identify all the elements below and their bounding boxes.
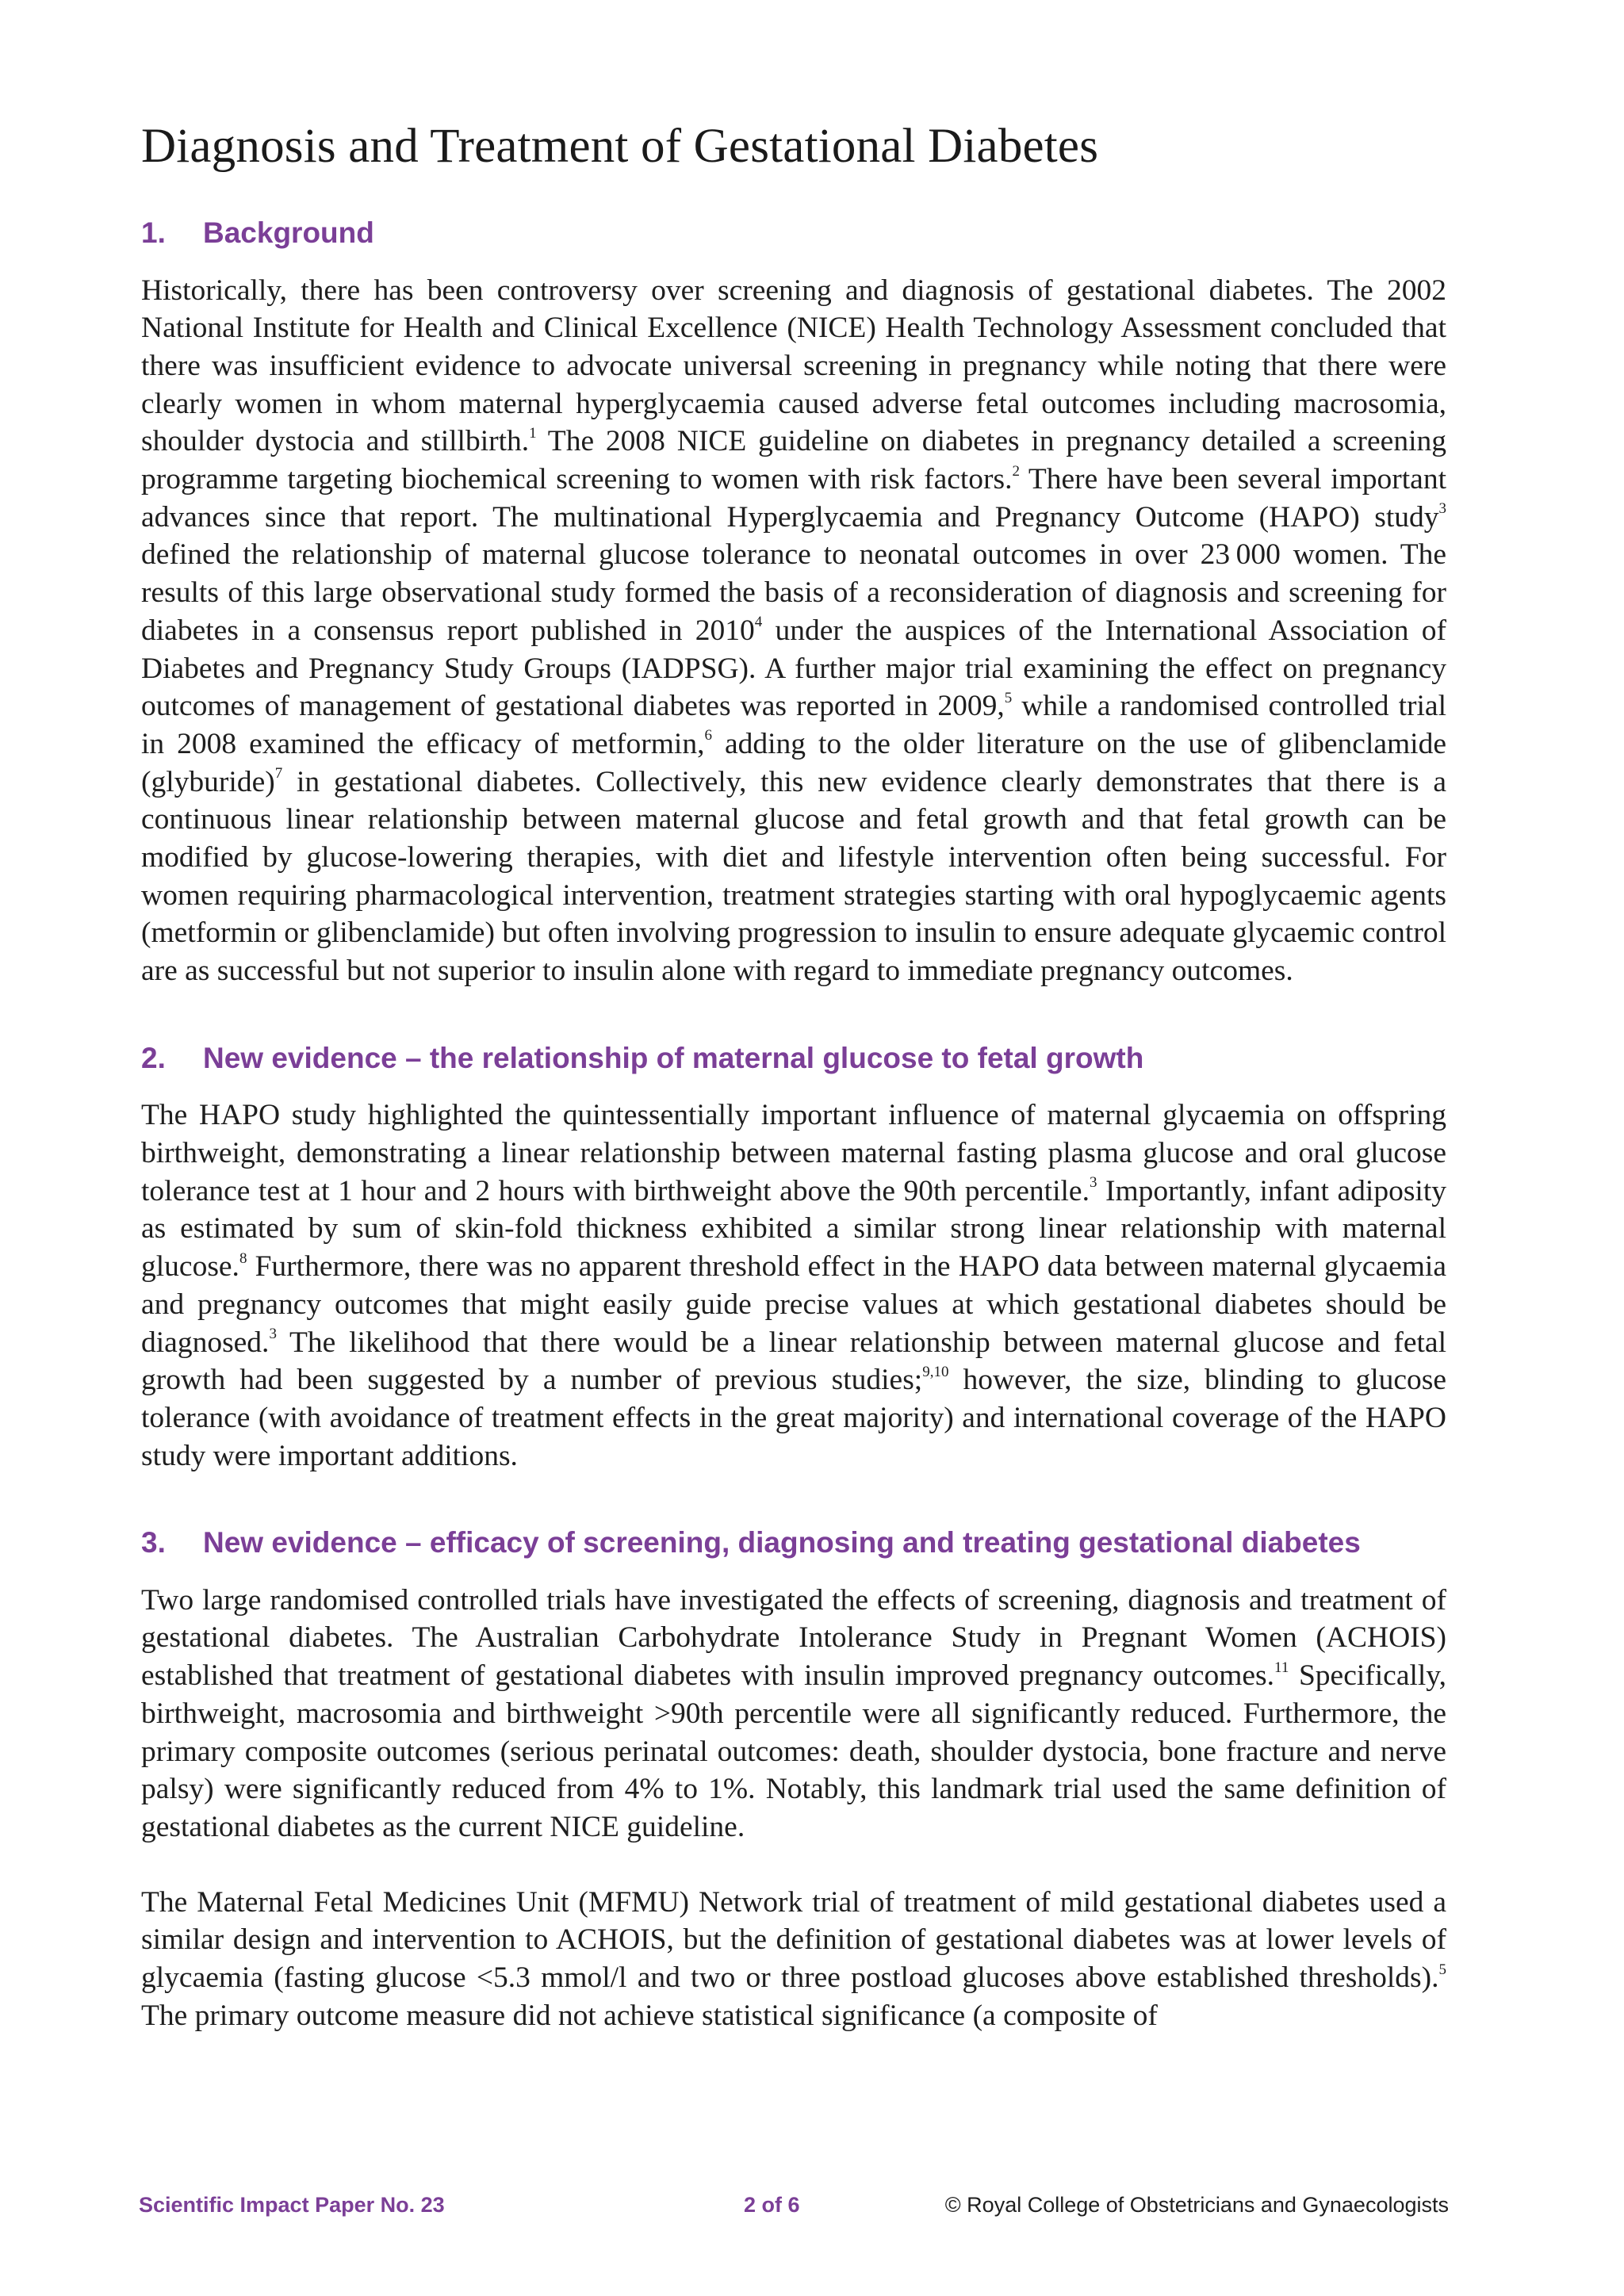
section-title: New evidence – efficacy of screening, diagnosing and treating gestational diabetes	[203, 1526, 1361, 1559]
footer-page-number: 2 of 6	[744, 2193, 800, 2217]
citation-reference: 3	[1438, 500, 1446, 518]
section-number: 3.	[141, 1526, 166, 1559]
citation-reference: 5	[1438, 1961, 1446, 1978]
page-footer	[139, 2193, 1449, 2225]
citation-reference: 9,10	[922, 1363, 949, 1380]
text-run: There have been several important advances since that report. The multinational Hyperglycaemia and Pregnancy Outcome (HAPO) study	[141, 463, 1446, 534]
text-run: The Maternal Fetal Medicines Unit (MFMU) Network trial of treatment of mild gestational diabetes used a similar design and intervention to ACHOIS, but the definition of gestational diabetes was at lower levels of glycaemia (fasting glucose <5.3 mmol/l and two or three postload glucoses above established thresholds).	[141, 1885, 1446, 1995]
citation-reference: 3	[1089, 1174, 1097, 1192]
text-run: however, the size, blinding to glucose tolerance (with avoidance of treatment effects in the great majority) and international coverage of the HAPO study were important additions.	[141, 1364, 1446, 1472]
section-heading	[141, 216, 1446, 251]
citation-reference: 3	[269, 1326, 277, 1342]
section-number: 2.	[141, 1041, 166, 1074]
section-number: 1.	[141, 216, 166, 250]
citation-reference: 4	[754, 614, 763, 631]
page-content	[141, 119, 1446, 2085]
paragraph	[141, 1096, 1446, 1475]
section-screening-efficacy	[141, 1525, 1446, 2034]
paragraph	[141, 1582, 1446, 1846]
citation-reference: 8	[239, 1249, 247, 1267]
text-run: The 2008 NICE guideline on diabetes in pregnancy detailed a screening programme targeting biochemical screening to women with risk factors.	[141, 425, 1446, 496]
text-run: The likelihood that there would be a linear relationship between maternal glucose and fetal growth had been suggested by a number of previous studies;	[141, 1326, 1446, 1397]
section-title: Background	[203, 216, 374, 250]
text-run: The primary outcome measure did not achieve statistical significance (a composite of	[141, 1999, 1158, 2032]
section-heading	[141, 1525, 1446, 1560]
section-heading	[141, 1041, 1446, 1076]
citation-reference: 1	[529, 424, 537, 442]
text-run: Furthermore, there was no apparent threshold effect in the HAPO data between maternal glycaemia and pregnancy outcomes that might easily guide precise values at which gestational diabetes should be diagnosed.	[141, 1250, 1446, 1359]
citation-reference: 11	[1274, 1659, 1289, 1676]
section-title: New evidence – the relationship of maternal glucose to fetal growth	[203, 1041, 1144, 1074]
text-run: Historically, there has been controversy over screening and diagnosis of gestational diabetes. The 2002 National Institute for Health and Clinical Excellence (NICE) Health Technology Assessment concluded that there was insufficient evidence to advocate universal screening in pregnancy while noting that there were clearly women in whom maternal hyperglycaemia caused adverse fetal outcomes including macrosomia, shoulder dystocia and stillbirth.	[141, 274, 1446, 458]
text-run: Two large randomised controlled trials have investigated the effects of screening, diagnosis and treatment of gestational diabetes. The Australian Carbohydrate Intolerance Study in Pregnant Women (ACHOIS) established that treatment of gestational diabetes with insulin improved pregnancy outcomes.	[141, 1583, 1446, 1693]
text-run: The HAPO study highlighted the quintessentially important influence of maternal glycaemia on offspring birthweight, demonstrating a linear relationship between maternal fasting plasma glucose and oral glucose tolerance test at 1 hour and 2 hours with birthweight above the 90th percentile.	[141, 1099, 1446, 1207]
paragraph	[141, 1884, 1446, 2035]
paragraph	[141, 272, 1446, 990]
citation-reference: 7	[274, 765, 283, 783]
footer-copyright: © Royal College of Obstetricians and Gynaecologists	[944, 2193, 1449, 2217]
section-background	[141, 216, 1446, 990]
citation-reference: 6	[704, 727, 712, 744]
text-run: in gestational diabetes. Collectively, this new evidence clearly demonstrates that there is a continuous linear relationship between maternal glucose and fetal growth and that fetal growth can be modified by glucose-lowering therapies, with diet and lifestyle intervention often being successful. For women requiring pharmacological intervention, treatment strategies starting with oral hypoglycaemic agents (metformin or glibenclamide) but often involving progression to insulin to ensure adequate glycaemic control are as successful but not superior to insulin alone with regard to immediate pregnancy outcomes.	[141, 765, 1446, 988]
text-run: adding to the older literature on the use of glibenclamide (glyburide)	[141, 727, 1446, 798]
citation-reference: 5	[1004, 689, 1013, 706]
text-run: Specifically, birthweight, macrosomia and birthweight >90th percentile were all significantly reduced. Furthermore, the primary composite outcomes (serious perinatal outcomes: death, shoulder dystocia, bone fracture and nerve palsy) were significantly reduced from 4% to 1%. Notably, this landmark trial used the same definition of gestational diabetes as the current NICE guideline.	[141, 1659, 1446, 1843]
text-run: defined the relationship of maternal glucose tolerance to neonatal outcomes in over 23 000 women. The results of this large observational study formed the basis of a reconsideration of diagnosis and screening for diabetes in a consensus report published in 2010	[141, 538, 1446, 647]
text-run: Importantly, infant adiposity as estimated by sum of skin-fold thickness exhibited a similar strong linear relationship with maternal glucose.	[141, 1174, 1446, 1284]
section-glucose-fetal-growth	[141, 1041, 1446, 1475]
text-run: while a randomised controlled trial in 2008 examined the efficacy of metformin,	[141, 690, 1446, 760]
document-title: Diagnosis and Treatment of Gestational Diabetes	[141, 120, 1099, 173]
footer-paper-number: Scientific Impact Paper No. 23	[139, 2193, 445, 2217]
citation-reference: 2	[1012, 462, 1021, 480]
text-run: under the auspices of the International Association of Diabetes and Pregnancy Study Groups (IADPSG). A further major trial examining the effect on pregnancy outcomes of management of gestational diabetes was reported in 2009,	[141, 614, 1446, 723]
